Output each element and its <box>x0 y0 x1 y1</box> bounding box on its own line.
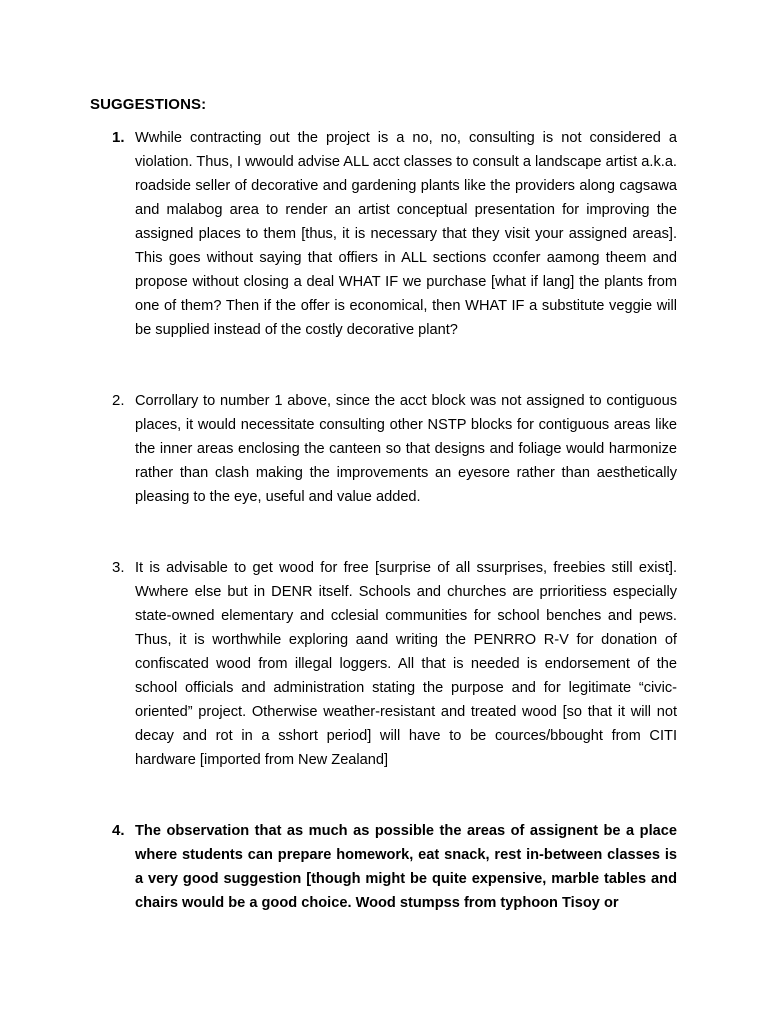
suggestion-item-2 <box>90 389 678 509</box>
item-text: Corrollary to number 1 above, since the acct block was not assigned to contiguous places, it would necessitate consulting other NSTP blocks for contiguous areas like the inner areas enclosing the canteen so that designs and foliage would harmonize rather than clash making the improvements an eyesore rather than aesthetically pleasing to the eye, useful and value added. <box>135 393 677 505</box>
item-text: It is advisable to get wood for free [surprise of all ssurprises, freebies still exist]. Wwhere else but in DENR itself. Schools and churches are prrioritiess especially state-owned elementary and cclesial communities for school benches and pews. Thus, it is worthwhile exploring aand writing the PENRRO R-V for donation of confiscated wood from illegal loggers. All that is needed is endorsement of the school officials and administration stating the purpose and for legitimate “civic-oriented” project. Otherwise weather-resistant and treated wood [so that it will not decay and rot in a sshort period] will have to be cources/bbought from CITI hardware [imported from New Zealand] <box>135 560 677 768</box>
item-text: Wwhile contracting out the project is a no, no, consulting is not considered a violation. Thus, I wwould advise ALL acct classes to consult a landscape artist a.k.a. roadside seller of decorative and gardening plants like the providers along cagsawa and malabog area to render an artist conceptual presentation for improving the assigned places to them [thus, it is necessary that they visit your assigned areas]. This goes without saying that offiers in ALL sections cconfer aamong theem and propose without closing a deal WHAT IF we purchase [what if lang] the plants from one of them? Then if the offer is economical, then WHAT IF a substitute veggie will be supplied instead of the costly decorative plant? <box>135 130 677 338</box>
item-number: 2. <box>112 392 125 409</box>
suggestion-item-3 <box>90 556 678 772</box>
item-number: 1. <box>112 129 125 146</box>
suggestion-item-4 <box>90 819 678 915</box>
item-number: 3. <box>112 559 125 576</box>
item-text: The observation that as much as possible the areas of assignent be a place where students can prepare homework, eat snack, rest in-between classes is a very good suggestion [though might be quite expensive, marble tables and chairs would be a good choice. Wood stumpss from typhoon Tisoy or <box>135 823 677 911</box>
suggestion-item-1 <box>90 126 678 342</box>
item-number: 4. <box>112 822 125 839</box>
page-heading: SUGGESTIONS: <box>90 96 207 113</box>
